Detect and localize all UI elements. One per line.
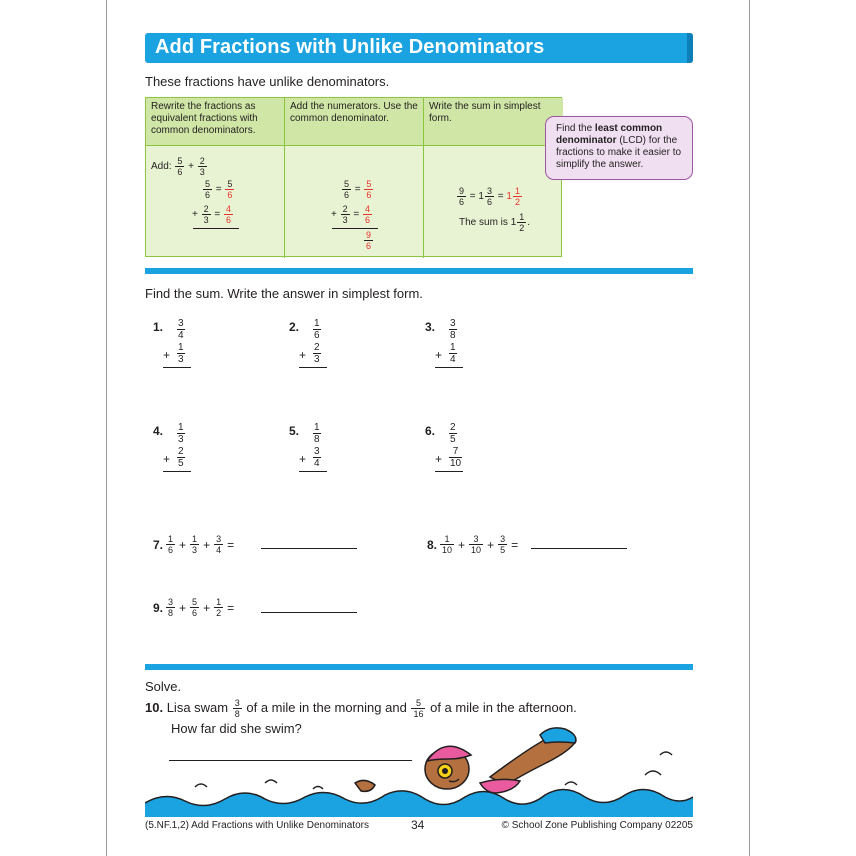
- plus-sign: +: [203, 537, 211, 552]
- story-text: of a mile in the afternoon.: [430, 700, 577, 715]
- problem-number: 10.: [145, 700, 164, 715]
- problem-number: 1.: [153, 320, 164, 334]
- fraction-red: $\frac{4}{6}$: [365, 204, 371, 225]
- answer-line-7[interactable]: [261, 548, 357, 549]
- problem-number: 6.: [425, 424, 436, 438]
- fraction-bottom: 2 5: [178, 446, 184, 469]
- sum-rule: [193, 228, 239, 229]
- sum-rule: [332, 228, 378, 229]
- sum-line: [163, 367, 191, 368]
- fraction-bottom: 3 4: [314, 446, 320, 469]
- example-add-expression: [151, 156, 208, 177]
- plus-sign: +: [435, 348, 443, 362]
- sum-line: [163, 471, 191, 472]
- page-number: 34: [411, 818, 425, 832]
- horizontal-problem-7: [153, 534, 237, 555]
- sum-line: [435, 471, 463, 472]
- problem-number: 4.: [153, 424, 164, 438]
- equivalent-row-2: + $\frac{2}{3}$ = $\frac{4}{6}$: [192, 204, 232, 225]
- fraction-bottom: 1 3: [178, 342, 184, 365]
- fraction-bottom: 1 4: [450, 342, 456, 365]
- sum-line: [299, 367, 327, 368]
- equals-sign: =: [227, 600, 235, 615]
- swimmer-illustration: [145, 725, 693, 817]
- fraction-top: 1 3: [178, 422, 184, 445]
- lcd-tip-bubble: [545, 116, 693, 180]
- title-banner-shadow: [687, 33, 693, 63]
- fraction: $\frac{2}{3}$: [203, 204, 209, 225]
- fraction-red: $\frac{5}{6}$: [366, 179, 372, 200]
- example-step-3: [424, 146, 563, 258]
- example-header-2: Add the numerators. Use the common denominator.: [285, 98, 424, 146]
- fraction: $\frac{3}{8}$: [168, 597, 174, 618]
- story-text: of a mile in the morning and: [246, 700, 407, 715]
- plus-sign: +: [487, 537, 495, 552]
- tip-text-pre: Find the: [556, 123, 593, 134]
- section-divider: [145, 664, 693, 670]
- example-header-3: Write the sum in simplest form.: [424, 98, 563, 146]
- fraction-top: 1 8: [314, 422, 320, 445]
- fraction: $\frac{1}{3}$: [192, 534, 198, 555]
- title-banner: [145, 33, 693, 63]
- fraction: $\frac{3}{8}$: [234, 698, 240, 720]
- fraction-top: 3 4: [178, 318, 184, 341]
- plus-sign: +: [458, 537, 466, 552]
- fraction: $\frac{2}{3}$: [342, 204, 348, 225]
- equivalent-row-1: $\frac{5}{6}$ = $\frac{5}{6}$: [205, 179, 233, 200]
- fraction: $\frac{1}{10}$: [442, 534, 453, 555]
- example-step-1: [146, 146, 285, 258]
- fraction: $\frac{5}{6}$: [344, 179, 350, 200]
- fraction: $\frac{5}{6}$: [192, 597, 198, 618]
- story-text: Lisa swam: [166, 700, 229, 715]
- footer-copyright: © School Zone Publishing Company 02205: [501, 820, 693, 831]
- fraction-top: 3 8: [450, 318, 456, 341]
- equals-sign: =: [227, 537, 235, 552]
- example-table: [145, 97, 562, 257]
- add-label: Add:: [151, 161, 172, 173]
- fraction: $\frac{2}{3}$: [199, 156, 205, 177]
- answer-line-8[interactable]: [531, 548, 627, 549]
- intro-text: These fractions have unlike denominators.: [145, 74, 390, 89]
- fraction-top: 1 6: [314, 318, 320, 341]
- fraction-red: $\frac{9}{6}$: [366, 230, 372, 251]
- fraction: $\frac{5}{6}$: [177, 156, 183, 177]
- sum-line: [299, 471, 327, 472]
- problem-number: 9.: [153, 600, 164, 615]
- worksheet-content: [145, 0, 693, 856]
- sum-row-2: + $\frac{2}{3}$ = $\frac{4}{6}$: [331, 204, 371, 225]
- fraction: $\frac{3}{5}$: [500, 534, 506, 555]
- plus-sign: +: [179, 600, 187, 615]
- problem-number: 2.: [289, 320, 300, 334]
- sum-row-1: $\frac{5}{6}$ = $\frac{5}{6}$: [344, 179, 372, 200]
- plus-sign: +: [299, 348, 307, 362]
- fraction: $\frac{1}{2}$: [519, 212, 525, 233]
- footer-standard: (5.NF.1,2) Add Fractions with Unlike Denominators: [145, 820, 369, 831]
- tip-text-bold: least common denominator: [556, 123, 663, 146]
- fraction: $\frac{3}{4}$: [216, 534, 222, 555]
- story-question: How far did she swim?: [171, 721, 302, 737]
- fraction: $\frac{3}{10}$: [471, 534, 482, 555]
- fraction-bottom: 7 10: [450, 446, 462, 469]
- fraction-red: $\frac{1}{2}$: [514, 186, 520, 207]
- example-header-1: Rewrite the fractions as equivalent fractions with common denominators.: [146, 98, 285, 146]
- answer-line-9[interactable]: [261, 612, 357, 613]
- plus-sign: +: [163, 348, 171, 362]
- horizontal-problem-9: [153, 597, 237, 618]
- worksheet-page: [106, 0, 750, 856]
- solve-label: Solve.: [145, 679, 182, 694]
- page-title: Add Fractions with Unlike Denominators: [155, 36, 545, 58]
- fraction: $\frac{9}{6}$: [459, 186, 465, 207]
- wave-icon: [145, 752, 693, 817]
- simplify-row: $\frac{9}{6}$ = 1 $\frac{3}{6}$ = 1 $\frac{1}{2}$: [459, 186, 520, 207]
- sum-result: [363, 230, 374, 251]
- fraction: $\frac{1}{6}$: [168, 534, 174, 555]
- problem-number: 3.: [425, 320, 436, 334]
- example-step-2: [285, 146, 424, 258]
- horizontal-problem-8: [427, 534, 521, 555]
- plus-sign: +: [203, 600, 211, 615]
- tip-text-post: (LCD) for the fractions to make it easier to simplify the answer.: [556, 135, 682, 170]
- section-divider: [145, 268, 693, 274]
- fraction-red: $\frac{4}{6}$: [226, 204, 232, 225]
- sum-sentence: The sum is 1 $\frac{1}{2}$ .: [459, 212, 531, 233]
- plus-sign: +: [179, 537, 187, 552]
- sum-line: [435, 367, 463, 368]
- swimmer-icon: [355, 728, 576, 793]
- problem-number: 8.: [427, 537, 438, 552]
- fraction: $\frac{5}{16}$: [413, 698, 424, 720]
- fraction: $\frac{3}{6}$: [486, 186, 492, 207]
- fraction: $\frac{5}{6}$: [227, 179, 233, 200]
- plus-sign: +: [188, 161, 194, 173]
- problem-number: 5.: [289, 424, 300, 438]
- plus-sign: +: [163, 452, 171, 466]
- equals-sign: =: [511, 537, 519, 552]
- plus-sign: +: [299, 452, 307, 466]
- fraction-top: 2 5: [450, 422, 456, 445]
- plus-sign: +: [435, 452, 443, 466]
- instruction-text: Find the sum. Write the answer in simplest form.: [145, 286, 423, 301]
- fraction: $\frac{5}{6}$: [205, 179, 211, 200]
- fraction: $\frac{1}{2}$: [216, 597, 222, 618]
- fraction-bottom: 2 3: [314, 342, 320, 365]
- problem-number: 7.: [153, 537, 164, 552]
